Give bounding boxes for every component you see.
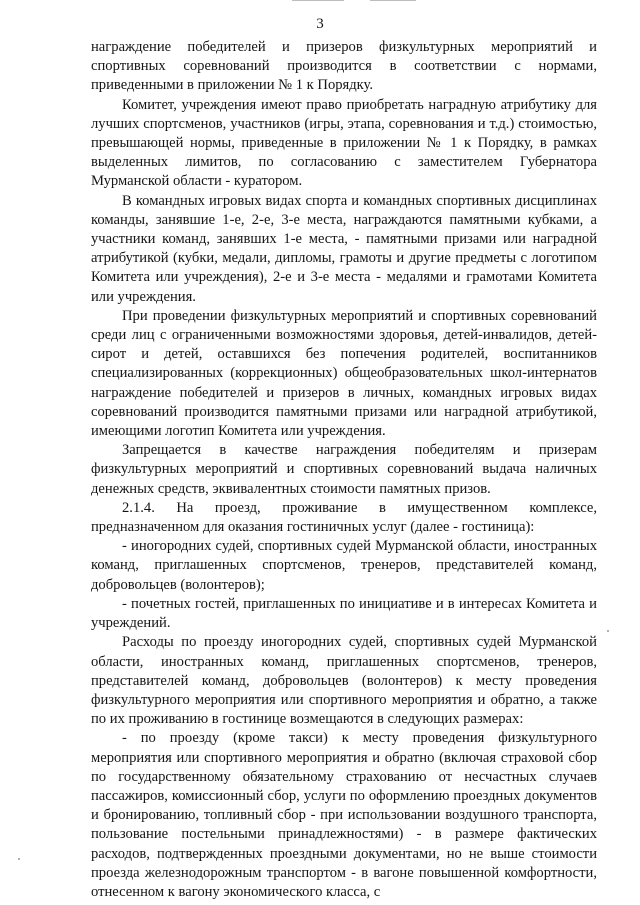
scan-speck [607,630,609,632]
paragraph-cash-prohibition: Запрещается в качестве награждения победителям и призерам физкультурных мероприятий и спортивных соревнований выдача наличных денежных средств, эквивалентных стоимости памятных призов. [91,442,597,497]
paragraph-section-2-1-4: 2.1.4. На проезд, проживание в имущественном комплексе, предназначенном для оказания гостиничных услуг (далее - гостиница): [91,499,597,536]
paragraph-special-needs: При проведении физкультурных мероприятий и спортивных соревнований среди лиц с ограниченными возможностями здоровья, детей-инвалидов, детей-сирот и детей, оставшихся без попечения родителей, воспитанников специализированных (коррекционных) общеобразовательных школ-интернатов награждение победителей и призеров в личных, командных игровых видах соревнований производится памятными призами или наградной атрибутикой, имеющими логотип Комитета или учреждения. [91,307,597,440]
document-body [91,38,597,902]
paragraph-awarding-norms: награждение победителей и призеров физкультурных мероприятий и спортивных соревнований производится в соответствии с нормами, приведенными в приложении № 1 к Порядку. [91,39,597,94]
paragraph-travel-expenses: Расходы по проезду иногородних судей, спортивных судей Мурманской области, иностранных команд, приглашенных спортсменов, тренеров, представителей команд, добровольцев (волонтеров) к месту проведения физкультурного мероприятия или спортивного мероприятия и обратно, а также по их проживанию в гостинице возмещаются в следующих размерах: [91,634,597,728]
scan-speck [18,858,20,860]
list-item-judges: - иногородних судей, спортивных судей Мурманской области, иностранных команд, приглашенных спортсменов, тренеров, представителей команд, добровольцев (волонтеров); [91,538,597,593]
scan-edge-line [370,0,416,1]
list-item-honored-guests: - почетных гостей, приглашенных по инициативе и в интересах Комитета и учреждений. [91,595,597,632]
paragraph-award-attributes: Комитет, учреждения имеют право приобретать наградную атрибутику для лучших спортсменов, участников (игры, этапа, соревнования и т.д.) стоимостью, превышающей нормы, приведенные в приложении № 1 к Порядку, в рамках выделенных лимитов, по согласованию с заместителем Губернатора Мурманской области - куратором. [91,96,597,190]
paragraph-team-sports: В командных игровых видах спорта и командных спортивных дисциплинах команды, занявшие 1-е, 2-е, 3-е места, награждаются памятными кубками, а участники команд, занявших 1-е места, - памятными призами или наградной атрибутикой (кубки, медали, дипломы, грамоты и другие предметы с логотипом Комитета или учреждения), 2-е и 3-е места - медалями и грамотами Комитета или учреждения. [91,192,597,305]
page-number: 3 [316,16,324,32]
list-item-travel-costs: - по проезду (кроме такси) к месту проведения физкультурного мероприятия или спортивного мероприятия и обратно (включая страховой сбор по государственному обязательному страхованию от несчастных случаев пассажиров, комиссионный сбор, услуги по оформлению проездных документов и бронированию, топливный сбор - при использовании воздушного транспорта, пользование постельными принадлежностями) - в размере фактических расходов, подтвержденных проездными документами, но не выше стоимости проезда железнодорожным транспортом - в вагоне повышенной комфортности, отнесенном к вагону экономического класса, с [91,730,597,900]
scan-edge-line [292,0,344,1]
